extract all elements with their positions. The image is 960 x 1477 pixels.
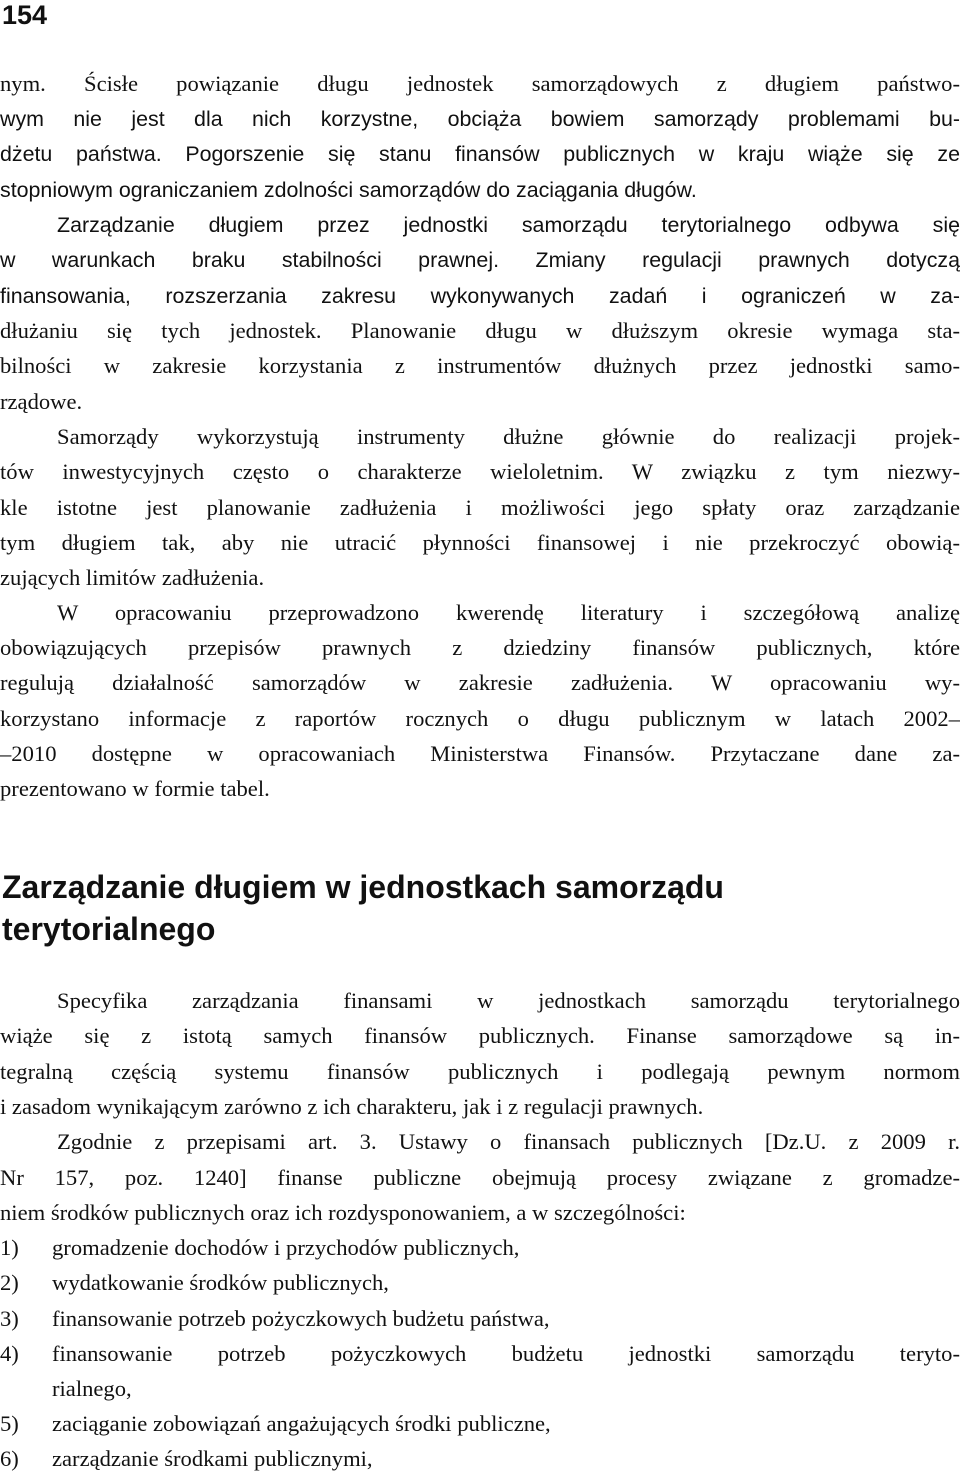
intro-line: nym. Ścisłe powiązanie długu jednostek samorządowych z długiem państwo- [0, 71, 960, 96]
intro-line: bilności w zakresie korzystania z instrumentów dłużnych przez jednostki samo- [0, 353, 960, 378]
body-line: i zasadom wynikającym zarówno z ich charakteru, jak i z regulacji prawnych. [0, 1094, 704, 1119]
list-item-text: zaciąganie zobowiązań angażujących środki publiczne, [52, 1411, 551, 1436]
intro-line: wym nie jest dla nich korzystne, obciąża bowiem samorządy problemami bu- [0, 107, 960, 131]
list-item-text: zarządzanie środkami publicznymi, [52, 1446, 373, 1471]
body-line: tegralną częścią systemu finansów publicznych i podlegają pewnym normom [0, 1059, 960, 1084]
section-heading-line: Zarządzanie długiem w jednostkach samorządu [2, 869, 724, 905]
body-line: Nr 157, poz. 1240] finanse publiczne obejmują procesy związane z gromadze- [0, 1165, 960, 1190]
intro-line: korzystano informacje z raportów rocznych o długu publicznym w latach 2002– [0, 706, 960, 731]
list-item-text: wydatkowanie środków publicznych, [52, 1270, 389, 1295]
intro-line: regulują działalność samorządów w zakresie zadłużenia. W opracowaniu wy- [0, 670, 960, 695]
list-item-number: 1) [0, 1235, 19, 1260]
list-item-number: 3) [0, 1306, 19, 1331]
intro-line: –2010 dostępne w opracowaniach Ministerstwa Finansów. Przytaczane dane za- [0, 741, 960, 766]
list-item-text: finansowanie potrzeb pożyczkowych budżetu państwa, [52, 1306, 550, 1331]
body-line: wiąże się z istotą samych finansów publicznych. Finanse samorządowe są in- [0, 1023, 960, 1048]
intro-line: tym długiem tak, aby nie utracić płynności finansowej i nie przekroczyć obowią- [0, 530, 960, 555]
intro-line: stopniowym ograniczaniem zdolności samorządów do zaciągania długów. [0, 178, 697, 202]
intro-line: dżetu państwa. Pogorszenie się stanu finansów publicznych w kraju wiąże się ze [0, 142, 960, 166]
list-item-number: 4) [0, 1341, 19, 1366]
intro-line: w warunkach braku stabilności prawnej. Zmiany regulacji prawnych dotyczą [0, 248, 960, 272]
intro-line: kle istotne jest planowanie zadłużenia i możliwości jego spłaty oraz zarządzanie [0, 495, 960, 520]
intro-line: Samorządy wykorzystują instrumenty dłużne głównie do realizacji projek- [57, 424, 960, 449]
intro-line: obowiązujących przepisów prawnych z dziedziny finansów publicznych, które [0, 635, 960, 660]
list-item-number: 6) [0, 1446, 19, 1471]
body-line: niem środków publicznych oraz ich rozdysponowaniem, a w szczególności: [0, 1200, 686, 1225]
list-item-text: finansowanie potrzeb pożyczkowych budżetu jednostki samorządu teryto- [52, 1341, 960, 1366]
intro-line: dłużaniu się tych jednostek. Planowanie długu w dłuższym okresie wymaga sta- [0, 318, 960, 343]
intro-line: W opracowaniu przeprowadzono kwerendę literatury i szczegółową analizę [57, 600, 960, 625]
body-line: Zgodnie z przepisami art. 3. Ustawy o finansach publicznych [Dz.U. z 2009 r. [57, 1129, 960, 1154]
list-item-number: 5) [0, 1411, 19, 1436]
list-item-text: gromadzenie dochodów i przychodów publicznych, [52, 1235, 520, 1260]
intro-line: prezentowano w formie tabel. [0, 776, 270, 801]
intro-line: rządowe. [0, 389, 83, 414]
intro-line: tów inwestycyjnych często o charakterze wieloletnim. W związku z tym niezwy- [0, 459, 960, 484]
list-item-text: rialnego, [52, 1376, 132, 1401]
page-number: 154 [2, 0, 48, 30]
section-heading-line: terytorialnego [2, 911, 216, 947]
list-item-number: 2) [0, 1270, 19, 1295]
intro-line: Zarządzanie długiem przez jednostki samorządu terytorialnego odbywa się [57, 213, 960, 237]
intro-line: finansowania, rozszerzania zakresu wykonywanych zadań i ograniczeń w za- [0, 284, 960, 308]
body-line: Specyfika zarządzania finansami w jednostkach samorządu terytorialnego [57, 988, 960, 1013]
intro-line: zujących limitów zadłużenia. [0, 565, 265, 590]
